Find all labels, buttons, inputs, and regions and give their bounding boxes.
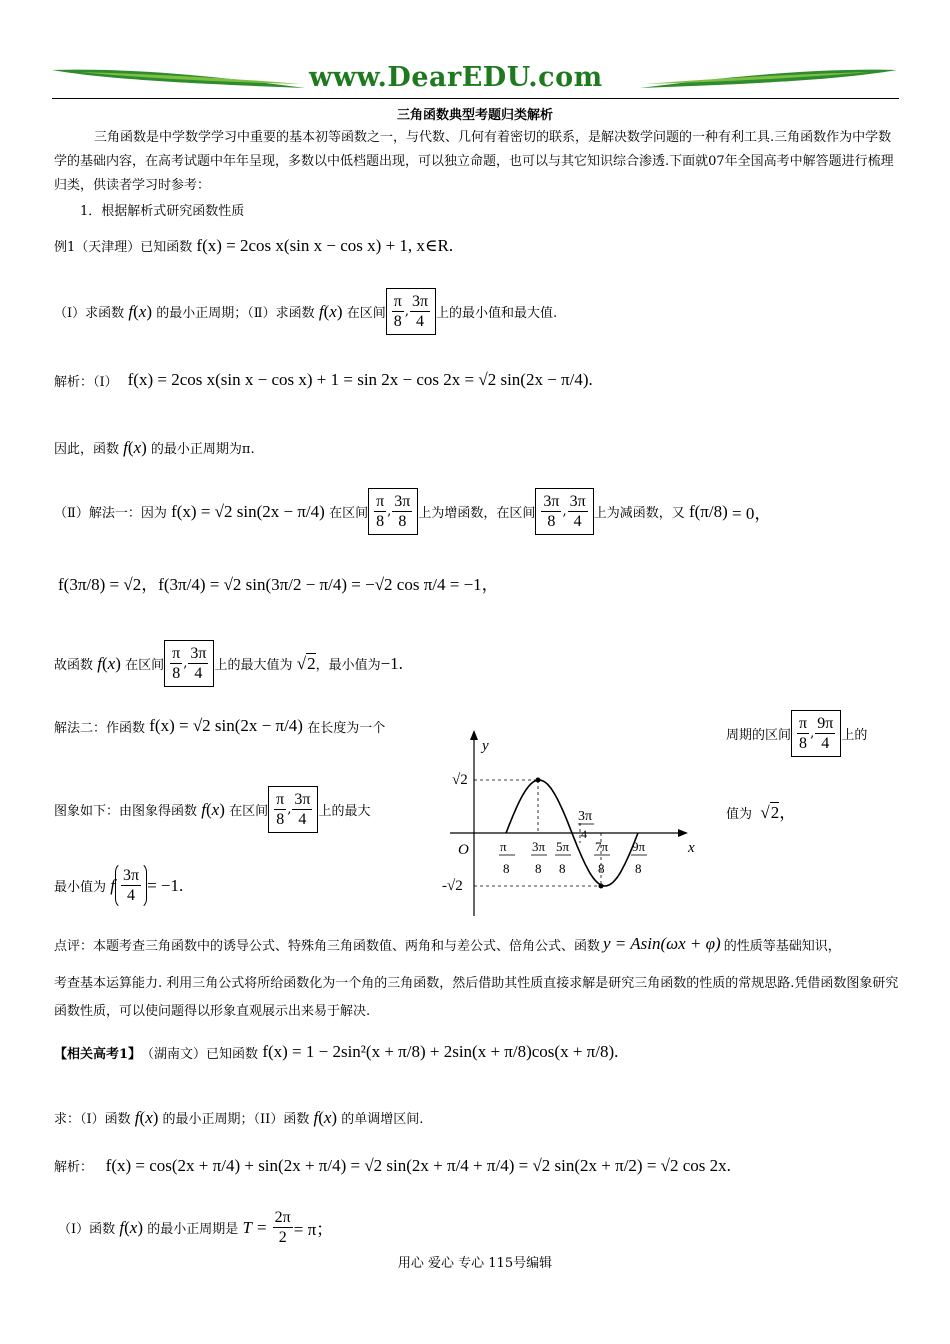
related1-q-c: 的单调增区间. (341, 1112, 424, 1127)
method2-text-c: 周期的区间 (726, 728, 792, 743)
related1-q-a: 求：（I）函数 (54, 1112, 131, 1127)
concl-text-e: −1. (380, 653, 403, 673)
related1-source: （湖南文）已知函数 (141, 1046, 259, 1062)
related1-p-a: （I）函数 (58, 1222, 116, 1237)
related1-statement: 【相关高考1】 （湖南文）已知函数 f(x) = 1 − 2sin²(x + π/8) + 2sin(x + π/8)cos(x + π/8). (54, 1042, 619, 1062)
concl-text-b: 在区间 (125, 658, 165, 673)
solution-label: 解析：（Ⅰ） (54, 374, 118, 390)
method2-text-j: = −1. (147, 875, 184, 895)
x-tick-num: π (500, 839, 507, 854)
comment-formula: y = Asin(ωx + φ) (603, 934, 721, 953)
concl-text-d: ，最小值为 (315, 658, 381, 673)
concl-text-a: 故函数 (54, 658, 94, 673)
method2-text-i: 最小值为 (54, 880, 107, 895)
method1-text-b: 上为增函数，在区间 (418, 506, 536, 521)
comment-text-a: 点评：本题考查三角函数中的诱导公式、特殊角三角函数值、两角和与差公式、倍角公式、函数 (54, 938, 601, 954)
method2-text-d: 上的 (841, 728, 868, 743)
header-divider (52, 98, 899, 99)
related1-period: （I）函数 f ( x ) 的最小正周期是 T = $\frac{2\pi}{2}$ = π； (58, 1209, 334, 1246)
intro-paragraph: 三角函数是中学数学学习中重要的基本初等函数之一，与代数、几何有着密切的联系，是解决数学问题的一种有利工具.三角函数作为中学数学的基础内容，在高考试题中年年呈现，多数以中低档题出现，可以独立命题，也可以与其它知识综合渗透.下面就07年全国高考中解答题进行梳理归类，供读者学习时参考： (54, 130, 894, 193)
x-tick-num: 3π (532, 839, 546, 854)
values-line: f(3π/8) = √2，f(3π/4) = √2 sin(3π/2 − π/4) = −√2 cos π/4 = −1， (58, 575, 499, 594)
related1-q-b: 的最小正周期；（II）函数 (162, 1112, 310, 1127)
method2-text-b: 在长度为一个 (307, 720, 386, 736)
page-footer: 用心 爱心 专心 115号编辑 (397, 1256, 553, 1271)
method2-text-e: 图象如下：由图象得函数 (54, 804, 198, 819)
origin-label: O (458, 842, 469, 858)
conclusion-line: 故函数 f ( x ) 在区间 $\frac{\pi}{8}$ , $\frac{3\pi}{4}$ 上的最大值为 √2 ，最小值为 −1. (54, 640, 403, 687)
q1-text-d: 上的最小值和最大值. (436, 306, 558, 321)
q1-text-b: 的最小正周期；（Ⅱ）求函数 (156, 306, 315, 321)
site-logo-text: www.DearEDU.com (309, 62, 603, 93)
x-axis-arrow (678, 829, 688, 837)
comment-line1 (54, 934, 841, 954)
comment-text-b: 的性质等基础知识， (723, 938, 841, 954)
example1-label: 例1（天津理）已知函数 (54, 240, 193, 255)
top-tick-den: 4 (581, 827, 587, 841)
x-tick-den: 8 (503, 861, 510, 876)
x-tick-num: 7π (595, 839, 609, 854)
concl-text-c: 上的最大值为 (214, 658, 293, 673)
method1-line: （Ⅱ）解法一：因为 f(x) = √2 sin(2x − π/4) 在区间 $\frac{\pi}{8}$ , $\frac{3\pi}{8}$ 上为增函数，在区间 $\frac{3\pi}{8}$ , $\frac{3\pi}{4}$ 上为减函数，又 f(π/8) = 0， (54, 488, 771, 535)
period-text-b: 的最小正周期为π. (150, 442, 255, 457)
related1-solution: 解析： f(x) = cos(2x + π/4) + sin(2x + π/4) = √2 sin(2x + π/4 + π/4) = √2 sin(2x + π/2) = √2 cos 2x. (54, 1156, 731, 1175)
solution-formula: f(x) = 2cos x(sin x − cos x) + 1 = sin 2x − cos 2x = √2 sin(2x − π/4). (127, 370, 593, 389)
related1-question: 求：（I）函数 f(x) 的最小正周期；（II）函数 f(x) 的单调增区间. (54, 1108, 424, 1127)
method2-text-h: 值为 (726, 807, 753, 822)
interval-bracket: $\frac{\pi}{8}$ , $\frac{3\pi}{4}$ (386, 288, 436, 335)
section-heading: 1．根据解析式研究函数性质 (80, 204, 245, 219)
method2-line1-right: 周期的区间 $\frac{\pi}{8}$ , $\frac{9\pi}{4}$ 上的 (726, 710, 867, 757)
top-tick-label: 3π (578, 809, 593, 824)
x-axis-label: x (688, 840, 695, 856)
x-tick-den: 8 (635, 861, 642, 876)
method1-text-a: 在区间 (329, 506, 369, 521)
x-tick-den: 8 (559, 861, 566, 876)
x-tick-num: 9π (632, 839, 646, 854)
method2-text-g: 上的最大 (318, 804, 371, 819)
example1-statement (54, 236, 453, 256)
method2-text-a: 解法二：作函数 (54, 720, 146, 736)
method1-value: = 0， (732, 504, 772, 523)
x-tick-num: 5π (556, 839, 570, 854)
q1-text-c: 在区间 (346, 306, 386, 321)
method2-line2-right: 值为 √2， (726, 803, 797, 822)
method1-label: （Ⅱ）解法一：因为 (54, 506, 167, 521)
q1-text-a: （Ⅰ）求函数 (54, 306, 125, 321)
page-title: 三角函数典型考题归类解析 (396, 108, 553, 123)
min-point (599, 884, 604, 889)
related1-p-c: = π； (293, 1220, 334, 1239)
period-statement: 因此，函数 f(x) 的最小正周期为π. (54, 438, 255, 457)
related1-sol-label: 解析： (54, 1160, 94, 1175)
y-axis-label: y (482, 738, 489, 754)
example1-solution (54, 370, 593, 390)
example1-formula: f(x) = 2cos x(sin x − cos x) + 1, x∈R. (196, 236, 454, 255)
comment-paragraph: 考查基本运算能力. 利用三角公式将所给函数化为一个角的三角函数，然后借助其性质直接求解是研究三角函数的性质的常规思路.凭借函数图象研究函数性质，可以使问题得以形象直观展示出来易于解决. (54, 976, 899, 1019)
method2-text-f: 在区间 (229, 804, 269, 819)
max-point (536, 778, 541, 783)
x-tick-den: 8 (598, 861, 605, 876)
related1-p-b: 的最小正周期是 (147, 1222, 239, 1237)
period-text-a: 因此，函数 (54, 442, 120, 457)
example1-question: （Ⅰ）求函数 f ( x ) 的最小正周期；（Ⅱ）求函数 f ( x ) 在区间 $\frac{\pi}{8}$ , $\frac{3\pi}{4}$ 上的最小值和最大值. (54, 288, 557, 335)
y-axis-arrow (470, 730, 478, 740)
method1-text-c: 上为减函数，又 (593, 506, 685, 521)
y-min-label: -√2 (442, 878, 463, 894)
x-tick-den: 8 (535, 861, 542, 876)
related1-label: 【相关高考1】 (54, 1046, 142, 1062)
y-max-label: √2 (452, 772, 468, 788)
method2-line3: 最小值为 f $\frac{3\pi}{4}$ = −1. (54, 862, 183, 909)
method2-line2: 图象如下：由图象得函数 f ( x ) 在区间 $\frac{\pi}{8}$ , $\frac{3\pi}{4}$ 上的最大 (54, 786, 370, 833)
method2-line1: 解法二：作函数 f(x) = √2 sin(2x − π/4) 在长度为一个 (54, 716, 386, 736)
sine-graph (430, 728, 710, 923)
